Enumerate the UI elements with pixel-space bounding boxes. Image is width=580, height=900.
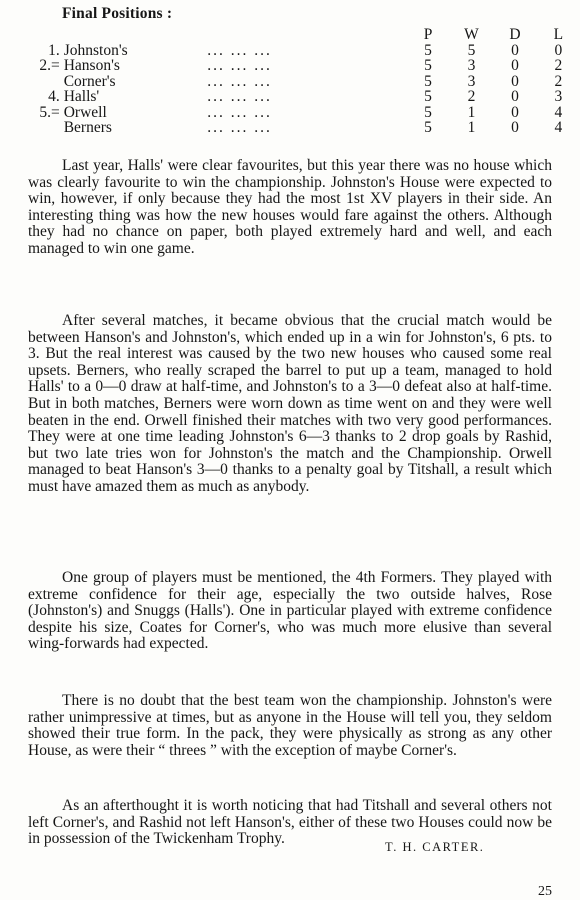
table-row [36,43,580,59]
drawn-cell: 0 [511,41,519,59]
column-header-won: W [464,26,479,43]
paragraph-key-matches: After several matches, it became obvious that the crucial match would be between Hanson's and Johnston's, which ended up in a win for Johnston's, 6 pts. to 3. But the real interest was caused by the two new houses who caused some real upsets. Berners, who really scraped the barrel to put up a team, managed to hold Halls' to a 0—0 draw at half-time, and Johnston's to a 3—0 defeat also at half-time. But in both matches, Berners were worn down as time went on and they were well beaten in the end. Orwell finished their matches with two very good performances. They were at one time leading Johnston's 6—3 thanks to 2 drop goals by Rashid, but two late tries won for Johnston's the match and the Championship. Orwell managed to beat Hanson's 3—0 thanks to a penalty goal by Titshall, a result which must have amazed them as much as anybody. [28,312,552,495]
leader-dots: ... ... ... [207,103,272,121]
played-cell: 5 [424,119,432,136]
drawn-cell: 0 [511,72,519,90]
table-row [36,89,580,105]
standings-header-row [36,27,580,43]
won-cell: 3 [467,57,476,74]
position-cell: 1. [48,41,60,59]
paragraph-afterthought: As an afterthought it is worth noticing that had Titshall and several others not left Corner's, and Rashid not left Hanson's, either of these two Houses could now be in possession of the Twickenham Trophy. [28,797,552,848]
won-cell: 1 [467,119,476,136]
team-cell: Johnston's [63,41,128,59]
lost-cell: 0 [554,41,563,59]
team-cell: Orwell [63,103,107,121]
column-header-lost: L [553,26,564,43]
paragraph-best-team: There is no doubt that the best team won the championship. Johnston's were rather unimpressive at times, but as anyone in the House will tell you, they seldom showed their true form. In the pack, they were physically as strong as any other House, as were their “ threes ” with the exception of maybe Corner's. [28,692,552,759]
position-cell: 5.= [39,103,60,121]
author-signature: T. H. CARTER. [385,840,485,854]
team-cell: Berners [63,119,112,136]
drawn-cell: 0 [511,57,519,74]
standings-table [36,27,580,136]
paragraph-season-overview: Last year, Halls' were clear favourites, but this year there was no house which was clearly favourite to win the championship. Johnston's House were expected to win, however, if only because they had the most 1st XV players in their side. An interesting thing was how the new houses would fare against the others. Although they had no chance on paper, both played extremely hard and well, and each managed to win one game. [28,157,552,257]
won-cell: 5 [467,41,476,59]
column-header-drawn: D [509,26,521,43]
table-row [36,105,580,121]
leader-dots: ... ... ... [207,88,272,105]
team-cell: Corner's [63,72,116,90]
drawn-cell: 0 [511,88,519,105]
position-cell: 4. [48,88,60,105]
leader-dots: ... ... ... [207,72,272,90]
won-cell: 2 [467,88,476,105]
page-number: 25 [538,884,552,899]
lost-cell: 2 [554,72,563,90]
final-positions-heading: Final Positions : [62,5,173,22]
leader-dots: ... ... ... [207,119,272,136]
won-cell: 3 [467,72,476,90]
drawn-cell: 0 [511,103,519,121]
leader-dots: ... ... ... [207,41,272,59]
played-cell: 5 [424,57,432,74]
won-cell: 1 [467,103,476,121]
lost-cell: 4 [554,119,563,136]
played-cell: 5 [424,88,432,105]
table-row [36,58,580,74]
drawn-cell: 0 [511,119,519,136]
paragraph-fourth-formers: One group of players must be mentioned, the 4th Formers. They played with extreme confidence for their age, especially the two outside halves, Rose (Johnston's) and Snuggs (Halls'). One in particular played with extreme confidence despite his size, Coates for Corner's, who was much more elusive than several wing-forwards had expected. [28,569,552,653]
leader-dots: ... ... ... [207,57,272,74]
position-cell: 2.= [39,57,60,74]
played-cell: 5 [424,103,432,121]
lost-cell: 4 [554,103,563,121]
team-cell: Hanson's [63,57,120,74]
played-cell: 5 [424,72,432,90]
position-cell [36,74,64,90]
column-header-played: P [423,26,433,43]
played-cell: 5 [424,41,432,59]
position-cell [36,120,64,136]
table-row [36,120,580,136]
team-cell: Halls' [63,88,100,105]
lost-cell: 2 [554,57,563,74]
lost-cell: 3 [554,88,563,105]
table-row [36,74,580,90]
